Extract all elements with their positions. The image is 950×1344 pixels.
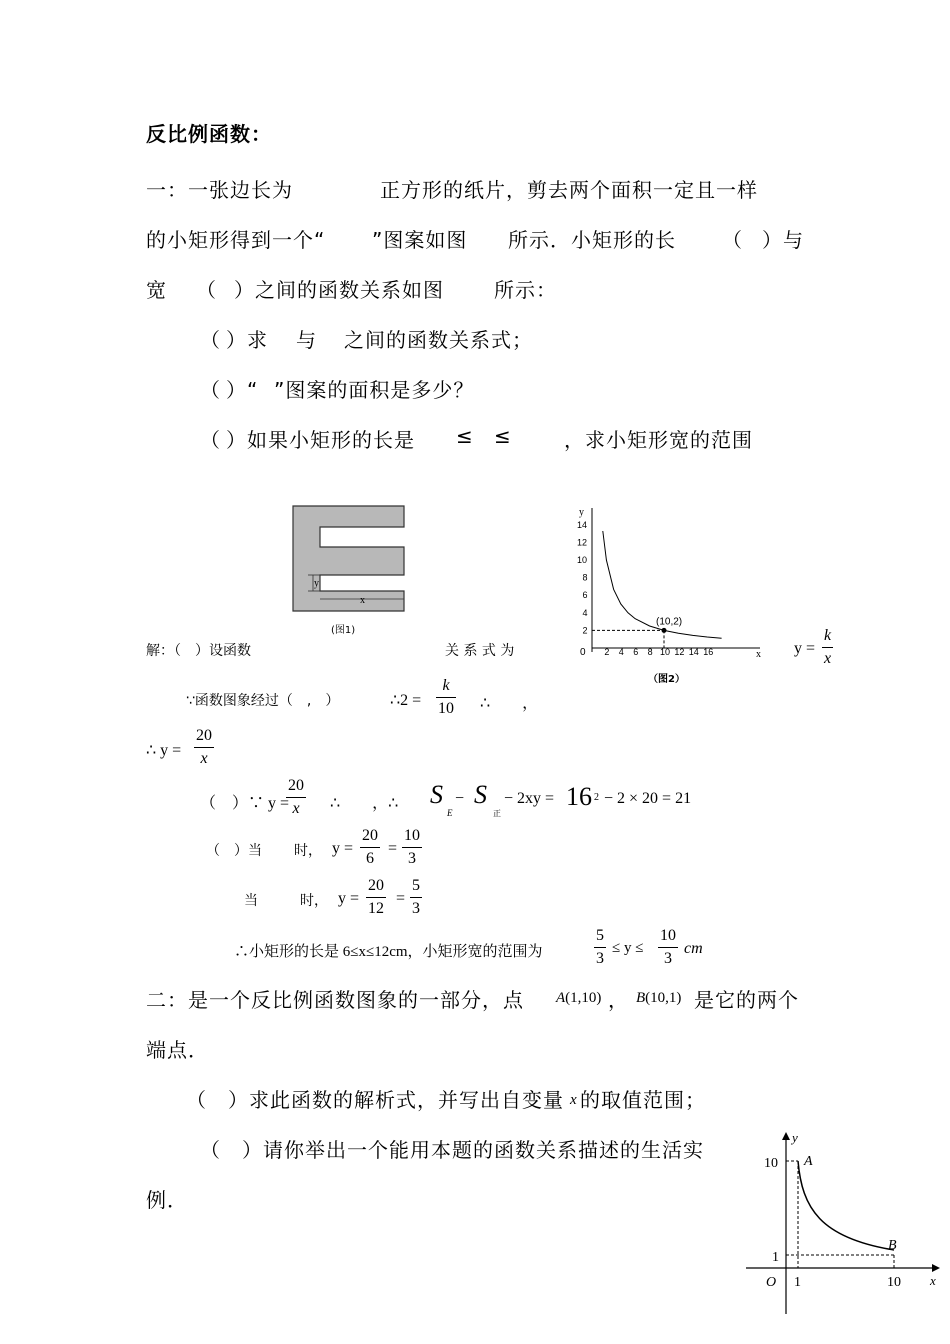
sol-y-eq: y = bbox=[794, 640, 816, 657]
fig3-point-B: B bbox=[888, 1238, 897, 1253]
fig3-y-label: y bbox=[792, 1130, 798, 1145]
chart-y-tick-label: 6 bbox=[582, 590, 588, 601]
sol-l3a: ∴ y = bbox=[146, 742, 182, 759]
q1-sub3-a: （ bbox=[200, 428, 221, 452]
q2-sub2: （ ）请你举出一个能用本题的函数关系描述的生活实 bbox=[200, 1138, 704, 1162]
q1-line2-d: （ bbox=[722, 228, 743, 252]
q1-sub3-le1: ≤ bbox=[456, 424, 474, 448]
q1-sub3-le2: ≤ bbox=[494, 424, 512, 448]
sol-l7a: ∴小矩形的长是 6≤x≤12cm，小矩形宽的范围为 bbox=[234, 944, 543, 960]
frac-20-over-x-b: 20 x bbox=[288, 777, 304, 817]
sol-head: 解：（ ）设函数 bbox=[146, 643, 251, 659]
frac-20-over-6: 20 6 bbox=[362, 827, 378, 867]
q1-line3-d: 所示： bbox=[494, 278, 557, 302]
q2-x: x bbox=[570, 1092, 577, 1108]
fig3-x-label: x bbox=[930, 1273, 936, 1288]
chart-x-tick-label: 14 bbox=[688, 647, 699, 657]
fig3-origin: O bbox=[766, 1275, 777, 1290]
sol-l4b: ∴ ，∴ bbox=[330, 795, 399, 812]
eq-6: = bbox=[396, 890, 406, 907]
page-title: 反比例函数： bbox=[146, 122, 272, 146]
fig3-curve bbox=[798, 1161, 894, 1250]
chart-y-tick-label: 12 bbox=[577, 537, 588, 548]
fig2-caption: （图2） bbox=[648, 674, 685, 685]
sol-l5a: （ ）当 bbox=[206, 843, 262, 859]
q1-sub3-b: ）如果小矩形的长是 bbox=[226, 428, 415, 452]
minus-sign: − bbox=[455, 790, 465, 807]
sol-head2: 关 系 式 为 bbox=[445, 643, 515, 659]
q2-comma: ， bbox=[608, 988, 629, 1012]
chart-y-tick-label: 10 bbox=[577, 555, 588, 565]
frac-10-over-3: 10 3 bbox=[404, 827, 420, 867]
q2-A: A(1,10) bbox=[556, 990, 602, 1006]
chart-x-tick-label: 4 bbox=[618, 647, 624, 657]
sixteen: 16 bbox=[566, 782, 592, 811]
sol-l4d: − 2 × 20 = 21 bbox=[604, 790, 692, 807]
q1-sub2-c: ”图案的面积是多少？ bbox=[274, 378, 475, 402]
frac-20-over-12: 20 12 bbox=[368, 877, 384, 917]
q2-line2: 端点． bbox=[146, 1038, 209, 1062]
sol-l6y: y = bbox=[338, 890, 360, 907]
chart-x-label: x bbox=[756, 649, 761, 660]
chart-origin: 0 bbox=[580, 647, 586, 658]
fig1-x-label: x bbox=[360, 595, 365, 606]
q1-line3-a: 宽 bbox=[146, 278, 167, 302]
sol-l5y: y = bbox=[332, 840, 354, 857]
chart-x-tick-label: 2 bbox=[604, 647, 610, 657]
sol-l2c: ∴ ， bbox=[480, 695, 539, 712]
q1-line2-a: 的小矩形得到一个“ bbox=[146, 228, 326, 252]
chart-y-tick-label: 4 bbox=[582, 607, 588, 618]
area-S-E: S bbox=[430, 780, 443, 809]
eq-5: = bbox=[388, 840, 398, 857]
chart-x-tick-label: 12 bbox=[674, 647, 685, 657]
q1-line2-b: ”图案如图 bbox=[372, 228, 468, 252]
frac-5-over-3-b: 5 3 bbox=[596, 927, 604, 967]
inverse-function-chart bbox=[570, 500, 770, 690]
sol-l4c: − 2xy = bbox=[504, 790, 555, 807]
area-S-zheng: S bbox=[474, 780, 487, 809]
chart-x-tick-label: 10 bbox=[660, 647, 671, 657]
chart-y-tick-label: 8 bbox=[582, 572, 588, 583]
sol-l4a: （ ）∵ y = bbox=[200, 795, 290, 812]
q2-B: B(10,1) bbox=[636, 990, 682, 1006]
frac-5-over-3: 5 3 bbox=[412, 877, 420, 917]
chart-x-tick-label: 16 bbox=[703, 647, 714, 657]
chart-x-tick-label: 8 bbox=[647, 647, 653, 657]
area-sub-E: E bbox=[447, 808, 453, 818]
frac-k-over-x: k x bbox=[824, 627, 832, 667]
sol-l2a: ∵函数图象经过（ , ） bbox=[186, 693, 340, 709]
q1-line2-c: 所示．小矩形的长 bbox=[508, 228, 676, 252]
endpoint-graph bbox=[740, 1128, 945, 1323]
q2-line1b: 是它的两个 bbox=[694, 988, 799, 1012]
fig1-caption: (图1) bbox=[331, 625, 356, 636]
q1-sub1-b: ）求 bbox=[226, 328, 268, 352]
q1-sub1-c: 与 bbox=[296, 328, 317, 352]
q1-line1-b: 正方形的纸片，剪去两个面积一定且一样 bbox=[380, 178, 758, 202]
fig3-tick-10x: 10 bbox=[887, 1275, 901, 1290]
squared: 2 bbox=[594, 792, 599, 803]
chart-point-label: (10,2) bbox=[656, 616, 683, 628]
fig3-tick-1y: 1 bbox=[772, 1250, 779, 1265]
sol-cm: cm bbox=[684, 940, 703, 957]
q2-line-end: 例． bbox=[146, 1188, 188, 1212]
q1-sub2-a: （ bbox=[200, 378, 221, 402]
sol-l5b: 时， bbox=[294, 843, 322, 859]
fig3-tick-1x: 1 bbox=[794, 1275, 801, 1290]
q1-line3-b: （ bbox=[196, 278, 217, 302]
chart-y-tick-label: 2 bbox=[582, 625, 588, 636]
chart-x-tick-label: 6 bbox=[633, 647, 639, 657]
chart-y-tick-label: 14 bbox=[577, 519, 588, 530]
q1-sub1-d: 之间的函数关系式； bbox=[344, 328, 533, 352]
q1-line2-e: ）与 bbox=[762, 228, 804, 252]
frac-20-over-x-a: 20 x bbox=[196, 727, 212, 767]
q1-line3-c: ）之间的函数关系如图 bbox=[234, 278, 444, 302]
area-sub-zheng: 正 bbox=[493, 809, 501, 818]
chart-y-label: y bbox=[579, 507, 584, 518]
q2-line1a: 二：是一个反比例函数图象的一部分，点 bbox=[146, 988, 524, 1012]
q1-sub3-d: ，求小矩形宽的范围 bbox=[564, 428, 753, 452]
sol-l6b: 时， bbox=[300, 893, 328, 909]
e-shape-figure bbox=[286, 500, 412, 640]
chart-highlight-point bbox=[662, 628, 667, 633]
fig3-tick-10y: 10 bbox=[764, 1156, 778, 1171]
q2-sub1b: 的取值范围； bbox=[580, 1088, 706, 1112]
frac-10-over-3-b: 10 3 bbox=[660, 927, 676, 967]
fig3-point-A: A bbox=[804, 1154, 813, 1169]
frac-k-over-10: k 10 bbox=[438, 677, 454, 717]
q2-sub1a: （ ）求此函数的解析式，并写出自变量 bbox=[186, 1088, 564, 1112]
q1-sub1-a: （ bbox=[200, 328, 221, 352]
sol-l2b: ∴2 = bbox=[390, 692, 422, 709]
sol-le: ≤ y ≤ bbox=[612, 940, 644, 956]
q1-sub2-b: ）“ bbox=[226, 378, 259, 402]
sol-l6a: 当 bbox=[244, 893, 258, 909]
fig1-y-label: y bbox=[314, 578, 319, 589]
q1-line1-a: 一：一张边长为 bbox=[146, 178, 293, 202]
